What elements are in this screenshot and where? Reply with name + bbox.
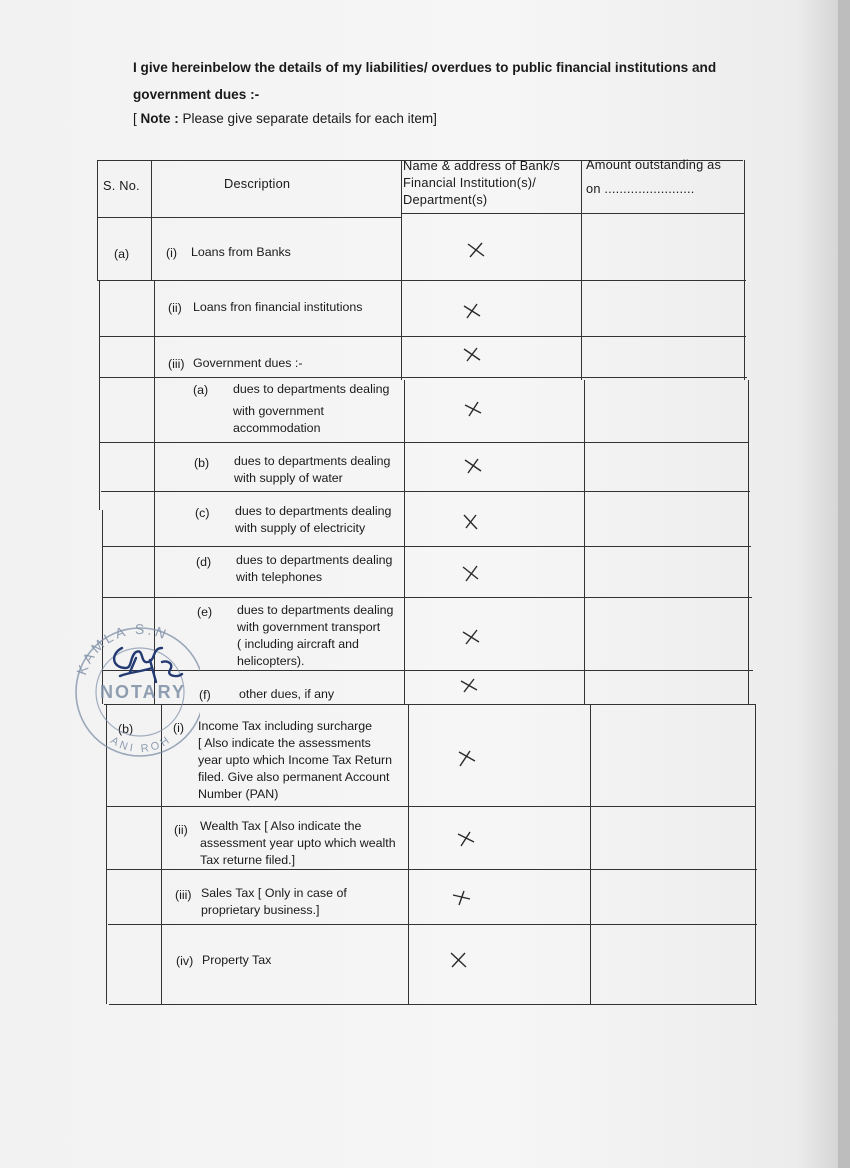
sub-item-text: with government <box>233 404 324 418</box>
table-rule <box>107 869 757 870</box>
item-text: year upto which Income Tax Return <box>198 753 392 767</box>
table-rule <box>744 160 745 380</box>
sub-item-text: dues to departments dealing <box>234 454 391 468</box>
table-rule <box>97 217 401 218</box>
sub-item-text: helicopters). <box>237 654 305 668</box>
col-header-bank-line1: Name & address of Bank/s <box>403 158 561 173</box>
table-rule <box>97 280 746 281</box>
table-rule <box>590 704 591 1004</box>
note-line: [ Note : Please give separate details for each item] <box>133 111 437 126</box>
table-rule <box>408 704 409 1004</box>
row-label-b: (b) <box>118 722 134 736</box>
sub-item-number: (c) <box>195 506 210 520</box>
sub-item-text: dues to departments dealing <box>237 603 394 617</box>
handwritten-cross-mark <box>462 400 484 418</box>
table-rule <box>104 704 755 705</box>
handwritten-cross-mark <box>456 749 478 767</box>
sub-item-number: (b) <box>194 456 210 470</box>
stamp-lower-text: ANI ROH <box>108 733 174 756</box>
sub-item-text: with supply of water <box>234 471 343 485</box>
handwritten-cross-mark <box>460 513 482 531</box>
table-rule <box>401 160 402 380</box>
col-header-description: Description <box>224 176 291 191</box>
table-rule <box>755 704 756 1004</box>
handwritten-cross-mark <box>455 830 477 848</box>
handwritten-cross-mark <box>448 951 470 969</box>
table-rule <box>584 380 585 704</box>
handwritten-cross-mark <box>462 457 484 475</box>
item-text: Property Tax <box>202 953 272 967</box>
item-number: (i) <box>173 721 185 735</box>
item-number: (ii) <box>174 823 188 837</box>
sub-item-text: accommodation <box>233 421 321 435</box>
table-rule <box>404 380 405 704</box>
item-text: filed. Give also permanent Account <box>198 770 390 784</box>
handwritten-cross-mark <box>465 241 487 259</box>
table-rule <box>109 1004 757 1005</box>
table-rule <box>99 377 747 378</box>
item-number: (iv) <box>176 954 194 968</box>
handwritten-cross-mark <box>461 346 483 364</box>
table-rule <box>103 670 753 671</box>
table-rule <box>748 380 749 704</box>
col-header-sno: S. No. <box>103 178 140 193</box>
table-rule <box>99 280 100 510</box>
notary-signature <box>114 648 182 682</box>
sub-item-text: with government transport <box>237 620 381 634</box>
page-edge <box>838 0 850 1168</box>
item-number: (i) <box>166 246 178 260</box>
sub-item-text: with supply of electricity <box>235 521 366 535</box>
handwritten-cross-mark <box>461 302 483 320</box>
col-header-bank-line3: Department(s) <box>403 192 488 207</box>
table-rule <box>151 160 152 280</box>
table-rule <box>401 213 744 214</box>
table-rule <box>106 806 756 807</box>
sub-item-text: with telephones <box>236 570 323 584</box>
item-text: assessment year upto which wealth <box>200 836 396 850</box>
item-number: (ii) <box>168 301 182 315</box>
col-header-bank-line2: Financial Institution(s)/ <box>403 175 537 190</box>
sub-item-number: (f) <box>199 688 211 702</box>
table-rule <box>108 924 757 925</box>
handwritten-cross-mark <box>460 564 482 582</box>
note-label: Note : <box>140 111 179 126</box>
handwritten-cross-mark <box>458 677 480 695</box>
item-text: Income Tax including surcharge <box>198 719 373 733</box>
item-number: (iii) <box>175 888 192 902</box>
table-rule <box>581 160 582 380</box>
row-label-a: (a) <box>114 247 130 261</box>
item-text: Number (PAN) <box>198 787 279 801</box>
sub-item-number: (a) <box>193 383 209 397</box>
item-text: Loans from Banks <box>191 245 291 259</box>
item-text: Government dues :- <box>193 356 303 370</box>
item-number: (iii) <box>168 357 185 371</box>
col-header-amount-line1: Amount outstanding as <box>586 157 722 172</box>
table-rule <box>97 160 98 280</box>
sub-item-number: (e) <box>197 605 213 619</box>
notary-stamp <box>70 598 200 768</box>
table-rule <box>102 546 751 547</box>
sub-item-text: other dues, if any <box>239 687 335 701</box>
item-text: Wealth Tax [ Also indicate the <box>200 819 362 833</box>
handwritten-cross-mark <box>451 889 473 907</box>
table-rule <box>100 442 748 443</box>
item-text: [ Also indicate the assessments <box>198 736 371 750</box>
sub-item-text: ( including aircraft and <box>237 637 359 651</box>
item-text: Sales Tax [ Only in case of <box>201 886 347 900</box>
note-text: Please give separate details for each item] <box>182 111 437 126</box>
sub-item-text: dues to departments dealing <box>233 382 390 396</box>
table-rule <box>99 336 746 337</box>
col-header-amount-line2: on ........................ <box>586 181 695 196</box>
stamp-middle-text: NOTARY <box>100 682 186 702</box>
handwritten-cross-mark <box>460 628 482 646</box>
sub-item-text: dues to departments dealing <box>236 553 393 567</box>
sub-item-number: (d) <box>196 555 212 569</box>
stamp-upper-text: KAMLA S.N <box>73 620 172 678</box>
sub-item-text: dues to departments dealing <box>235 504 392 518</box>
item-text: proprietary business.] <box>201 903 320 917</box>
table-rule <box>101 491 750 492</box>
page-heading: I give hereinbelow the details of my liabilities/ overdues to public financial institutions and government dues :- <box>133 60 717 102</box>
item-text: Tax returne filed.] <box>200 853 296 867</box>
item-text: Loans fron financial institutions <box>193 300 363 314</box>
